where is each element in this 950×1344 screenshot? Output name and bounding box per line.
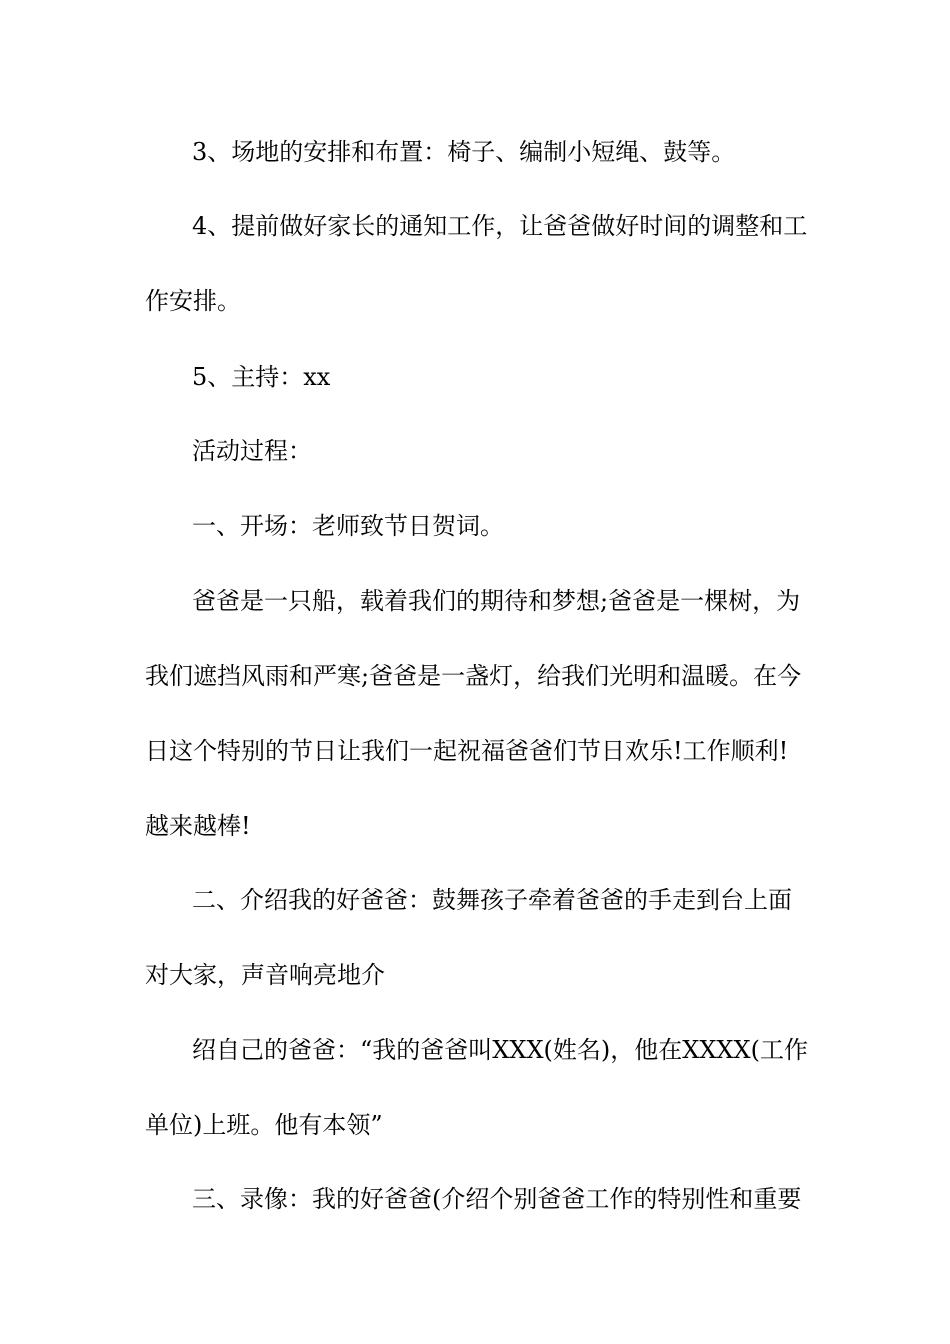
paragraph-line: 对大家，声音响亮地介: [145, 961, 385, 989]
paragraph-line: 作安排。: [145, 287, 241, 315]
paragraph-line: 5、主持：xx: [192, 363, 331, 391]
paragraph-line: 日这个特别的节日让我们一起祝福爸爸们节日欢乐!工作顺利!: [145, 737, 789, 765]
paragraph-line: 绍自己的爸爸：“我的爸爸叫XXX(姓名)，他在XXXX(工作: [192, 1036, 808, 1064]
section-heading: 活动过程：: [192, 437, 312, 465]
paragraph-line: 爸爸是一只船，载着我们的期待和梦想;爸爸是一棵树，为: [192, 587, 801, 615]
paragraph-line: 越来越棒!: [145, 812, 251, 840]
paragraph-line: 3、场地的安排和布置：椅子、编制小短绳、鼓等。: [192, 138, 736, 166]
paragraph-line: 4、提前做好家长的通知工作，让爸爸做好时间的调整和工: [192, 212, 808, 240]
paragraph-line: 一、开场：老师致节日贺词。: [192, 512, 504, 540]
paragraph-line: 二、介绍我的好爸爸：鼓舞孩子牵着爸爸的手走到台上面: [192, 886, 792, 914]
paragraph-line: 我们遮挡风雨和严寒;爸爸是一盏灯，给我们光明和温暖。在今: [145, 662, 802, 690]
paragraph-line: 单位)上班。他有本领”: [145, 1111, 383, 1139]
paragraph-line: 三、录像：我的好爸爸(介绍个别爸爸工作的特别性和重要: [192, 1185, 802, 1213]
